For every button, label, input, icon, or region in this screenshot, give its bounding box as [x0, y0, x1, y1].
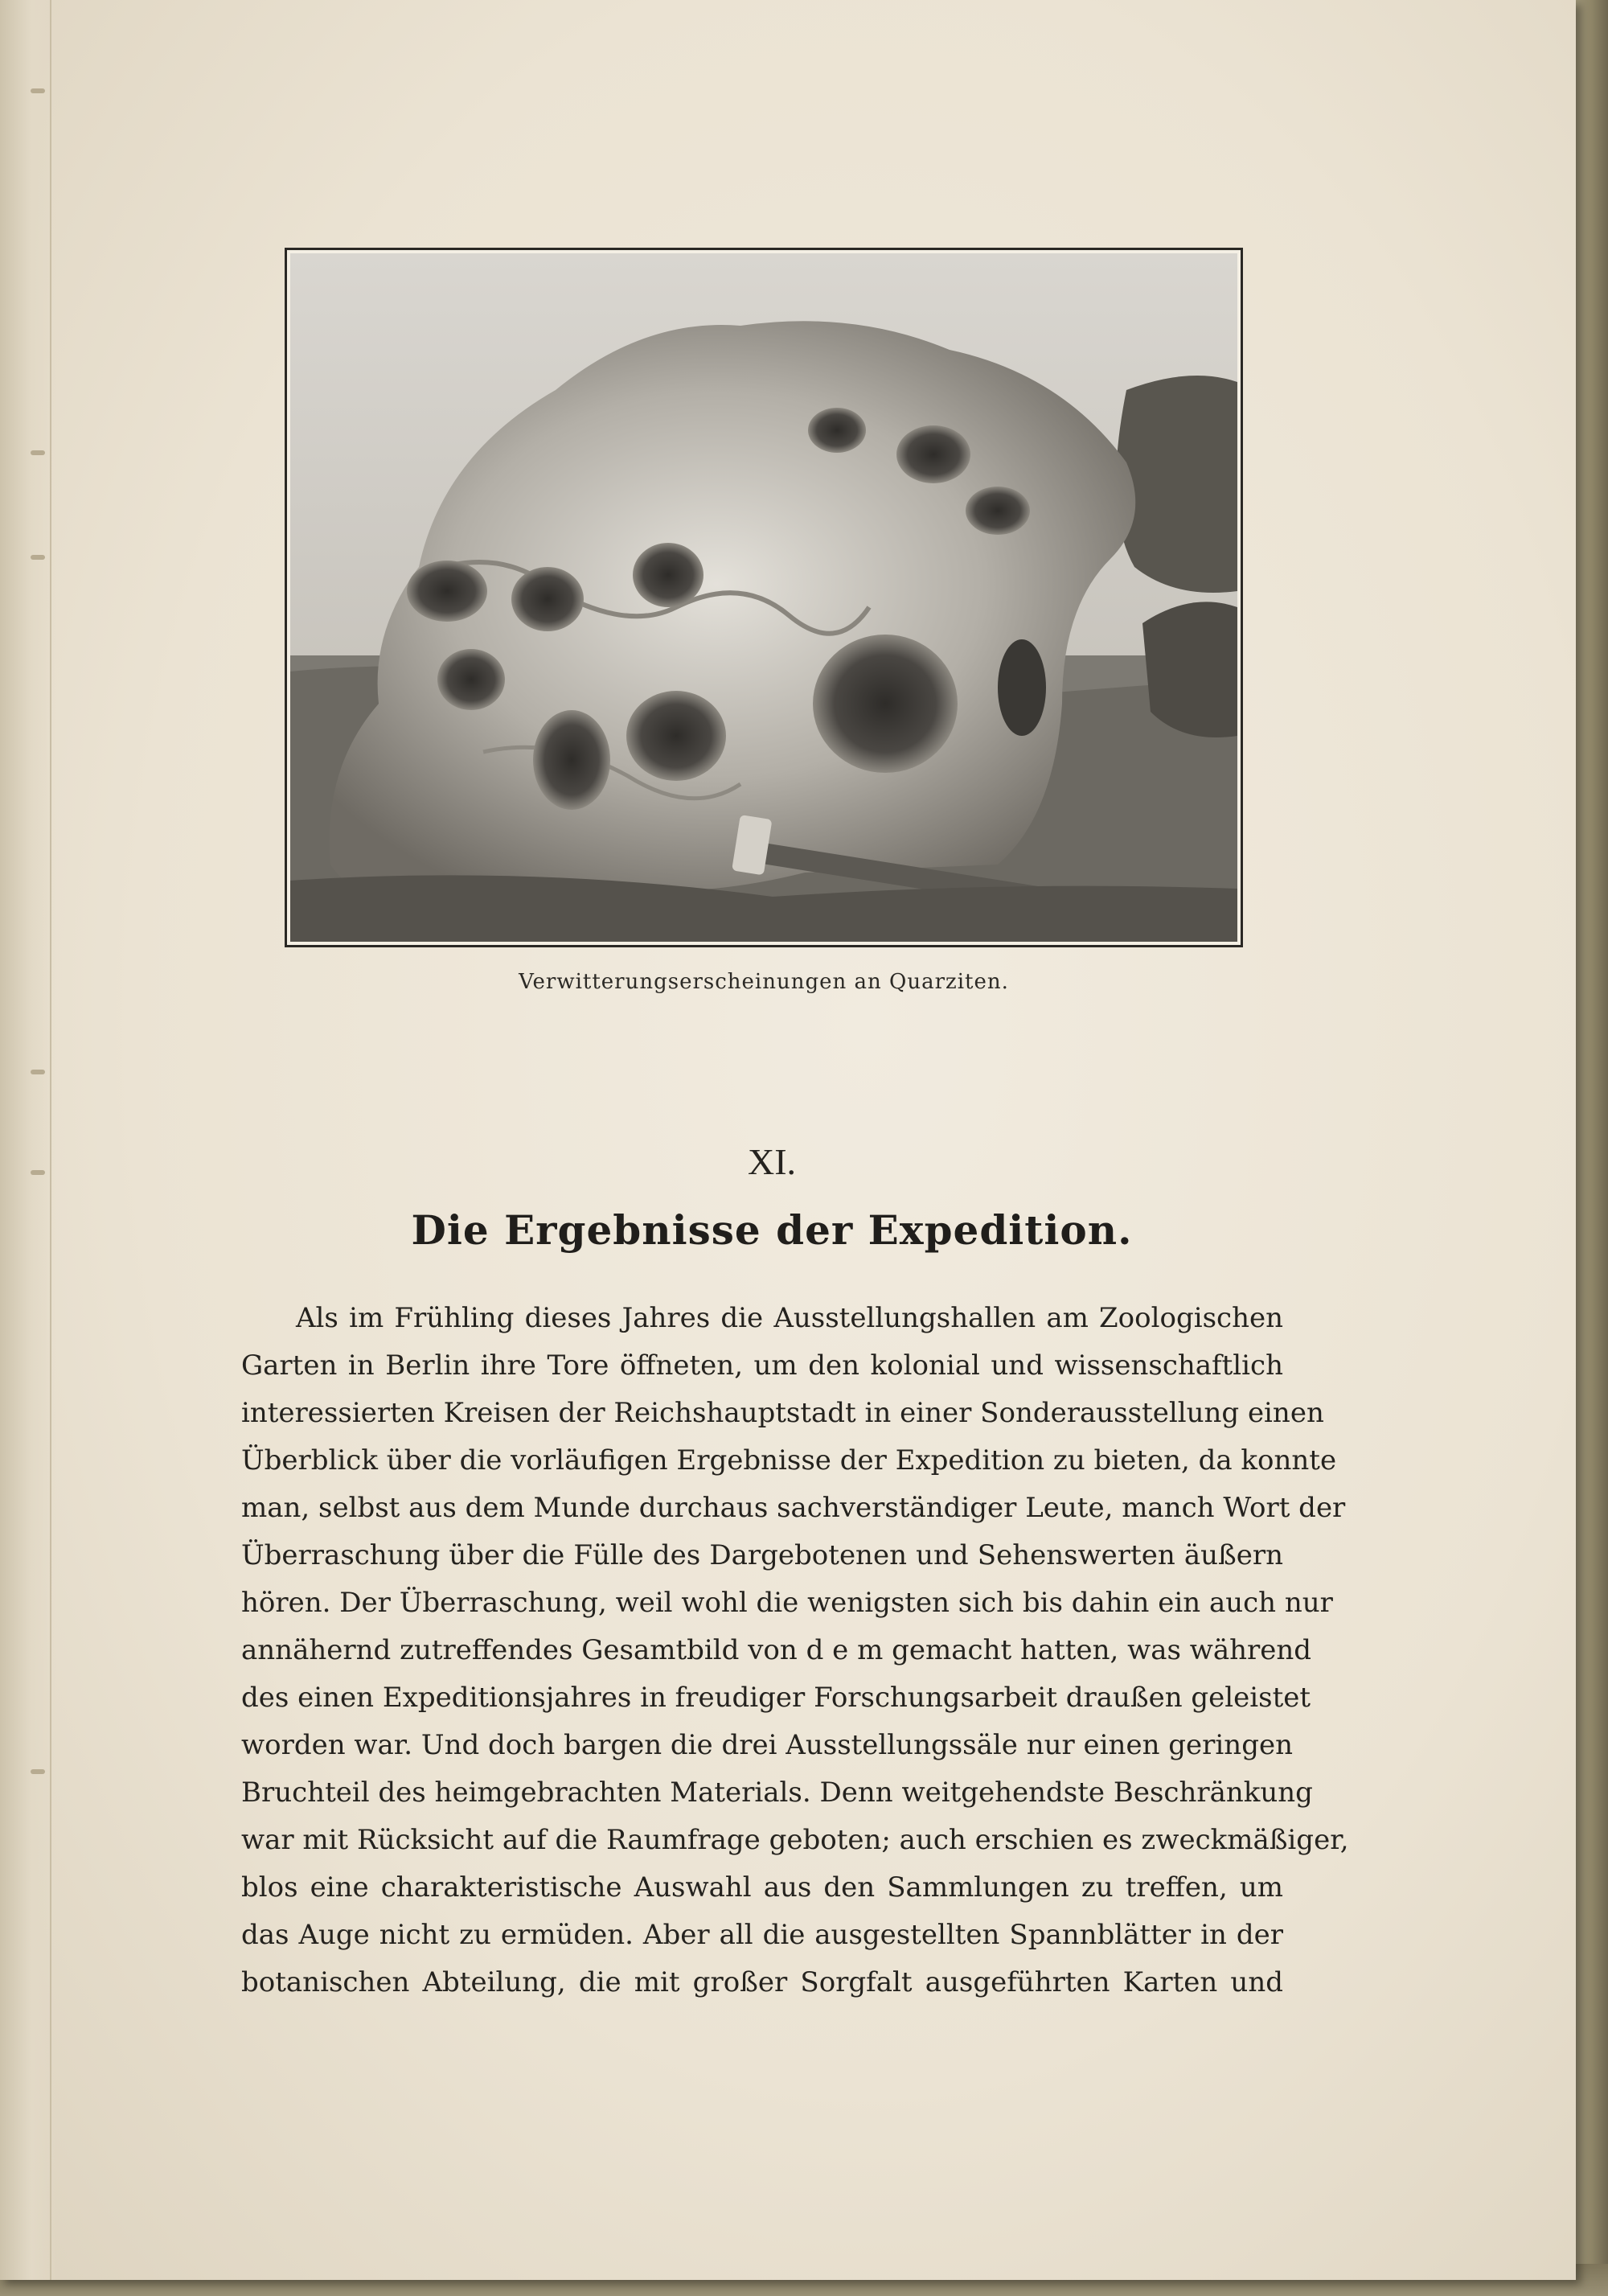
binding-stitch: [31, 1769, 45, 1774]
figure-caption: Verwitterungserscheinungen an Quarziten.: [519, 970, 1009, 994]
text-line: Bruchteil des heimgebrachten Materials. Denn weitgehendste Beschränkung: [241, 1776, 1313, 1809]
text-line: annähernd zutreffendes Gesamtbild von d e m gemacht hatten, was während: [241, 1634, 1312, 1666]
text-line: botanischen Abteilung, die mit großer Sorgfalt ausgeführten Karten und: [241, 1966, 1283, 1998]
text-line: des einen Expeditionsjahres in freudiger Forschungsarbeit draußen geleistet: [241, 1682, 1311, 1714]
text-line: Überblick über die vorläufigen Ergebnisse der Expedition zu bieten, da konnte: [241, 1444, 1337, 1477]
text-line: war mit Rücksicht auf die Raumfrage geboten; auch erschien es zweckmäßiger,: [241, 1824, 1349, 1856]
body-paragraph: [241, 1295, 1349, 2006]
chapter-number: XI.: [747, 1141, 797, 1182]
text-line: Als im Frühling dieses Jahres die Ausstellungshallen am Zoologischen: [296, 1302, 1283, 1334]
figure-photograph: [285, 248, 1243, 947]
text-line: das Auge nicht zu ermüden. Aber all die ausgestellten Spannblätter in der: [241, 1919, 1283, 1951]
weathered-rock-photo-icon: [290, 253, 1237, 942]
text-line: worden war. Und doch bargen die drei Ausstellungssäle nur einen geringen: [241, 1729, 1293, 1761]
binding-stitch: [31, 450, 45, 455]
binding-stitch: [31, 555, 45, 560]
binding-stitch: [31, 1170, 45, 1175]
binding-stitch: [31, 88, 45, 93]
text-line: Garten in Berlin ihre Tore öffneten, um den kolonial und wissenschaftlich: [241, 1349, 1283, 1382]
binding-fold: [50, 0, 51, 2280]
text-line: hören. Der Überraschung, weil wohl die wenigsten sich bis dahin ein auch nur: [241, 1587, 1333, 1619]
text-line: blos eine charakteristische Auswahl aus den Sammlungen zu treffen, um: [241, 1871, 1283, 1904]
binding-stitch: [31, 1070, 45, 1074]
page-gutter: [0, 0, 56, 2280]
text-line: man, selbst aus dem Munde durchaus sachverständiger Leute, manch Wort der: [241, 1492, 1346, 1524]
text-line: interessierten Kreisen der Reichshauptstadt in einer Sonderausstellung einen: [241, 1397, 1324, 1429]
chapter-title: Die Ergebnisse der Expedition.: [411, 1206, 1133, 1254]
text-line: Überraschung über die Fülle des Dargebotenen und Sehenswerten äußern: [241, 1539, 1283, 1571]
